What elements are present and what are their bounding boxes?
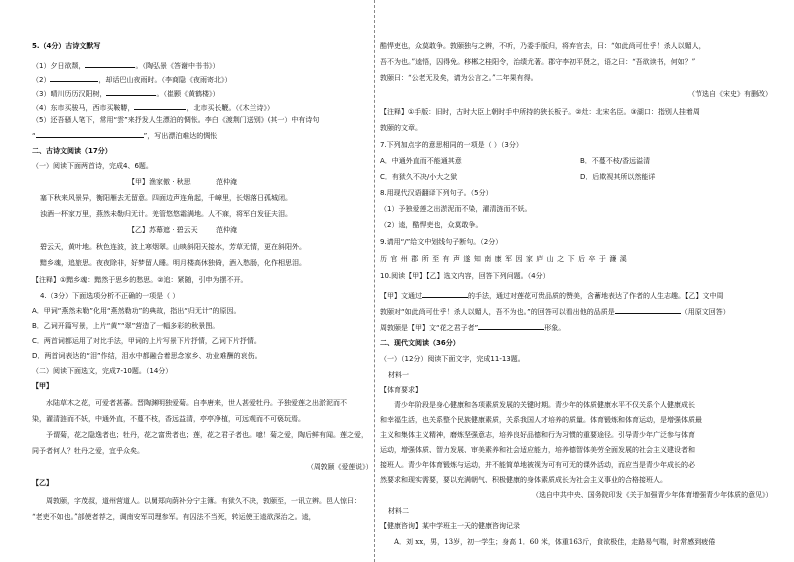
yi-source: （节选自《宋史》有删改） xyxy=(688,90,772,98)
jia-source: （周敦颐《爱莲说》） xyxy=(306,463,372,471)
note-1: 【注释】①黯乡魂：黯然于思乡的愁思。②追：紧随，引申为摆不开。 xyxy=(32,276,248,284)
material-2-line-1: A．刘 xx，男，13岁，初一学生；身高 1．60 米，体重163斤，食欲极佳，走路易气喘，时常感到疲倦 xyxy=(394,538,716,546)
poem-a-title: 【甲】渔家傲 · 秋思 xyxy=(128,178,191,186)
poem-a-line-1: 塞下秋来风景异，衡阳雁去无留意。四面边声连角起，千嶂里，长烟落日孤城闭。 xyxy=(40,194,292,202)
q9-title: 9.请用“/”给文中划线句子断句。（2分） xyxy=(380,238,503,246)
left-column xyxy=(32,0,372,562)
right-column xyxy=(380,0,772,562)
q5-item-5-answer: “ ”，写出漂泊难达的惆怅 xyxy=(32,132,218,140)
material-1-line-3: 主义和集体主义精神，磨炼坚强意志，培养良好品德和行为习惯的重要途径。引导青少年广泛参与体育 xyxy=(380,431,695,439)
q10-line-1: 【甲】文通过 的手法，通过对莲花可贵品质的赞美，含蓄地表达了作者的人生志趣。【乙】文中周 xyxy=(380,292,724,300)
jia-line-1: 水陆草木之花，可爱者甚蕃。晋陶渊明独爱菊。自李唐来，世人甚爱牡丹。予独爱莲之出淤泥而不 xyxy=(46,399,347,407)
answer-blank[interactable] xyxy=(85,60,135,68)
material-1-line-5: 接班人。青少年体育锻炼与运动，并不能简单地被视为可有可无的课外活动，而应当是青少年成长的必 xyxy=(380,461,695,469)
yi-line-3: 酷悍吏也，众莫敢争。敦颐独与之辨，不听，乃委手版归，将弃官去，曰：“如此尚可仕乎！杀人以媚人， xyxy=(380,42,706,50)
answer-blank[interactable] xyxy=(106,88,156,96)
q10-line-3: 周敦颐是【甲】文“花之君子者” 形象。 xyxy=(380,324,566,332)
q8-item-2: （2）逵，酷悍吏也，众莫敢争。 xyxy=(380,221,483,229)
note-2-line-2: 敦颐的文章。 xyxy=(380,124,422,132)
q5-item-5: （5）还吾骚人笔下，常用“雲”来抒发人生漂泊的惆怅。李白《渡荆门送别》(其一）中有诗句 xyxy=(32,116,320,124)
material-2-label: 材料二 xyxy=(388,507,409,515)
q9-sentence[interactable]: 历 官 州 郡 所 至 有 声 遂 知 南 康 军 因 家 庐 山 之 下 后 卒 于 濂 溪 xyxy=(380,255,628,263)
section-3-title: 二、现代文阅读（36分） xyxy=(380,339,460,347)
passage-yi-label: 【乙】 xyxy=(32,479,53,487)
poem-b-author: 范仲淹 xyxy=(216,226,237,234)
q8-title: 8.用现代汉语翻译下列句子。（5分） xyxy=(380,189,493,197)
yi-line-4: 吾不为也。”逵悟，囚得免。移郴之桂阳令，治绩尤著。郡守李初平贤之，语之曰：“吾欲读书，何如？” xyxy=(380,58,696,66)
column-divider xyxy=(374,0,375,562)
material-2-heading: 【健康咨询】某中学班主一天的健康咨询记录 xyxy=(380,522,520,530)
section-2-sub-1: （一）阅读下面两首诗，完成4、6题。 xyxy=(32,162,153,170)
material-1-label: 材料一 xyxy=(388,371,409,379)
yi-line-1: 周敦颐，字茂叔，道州营道人。以舅郑向荫补分宁主簿。有狱久不决，敦颐至，一讯立辨。邑人惊曰： xyxy=(46,497,361,505)
material-1-line-2: 和幸福生活，也关系整个民族健康素质，关系我国人才培养的质量。体育锻炼和体育运动，是增强体质最 xyxy=(380,416,702,424)
q4-option-a[interactable]: A．甲词“燕然未勒”化用“燕然勒功”的典故，指出“归无计”的原因。 xyxy=(32,307,241,315)
q10-line-2: 敦颐对“如此尚可仕乎！杀人以媚人，吾不为也。”的回答可以看出他的品质是 （用原文回答） xyxy=(380,308,730,316)
poem-a-line-2: 浊酒一杯家万里，燕然未勒归无计。羌管悠悠霜满地。人不寐，将军白发征夫泪。 xyxy=(40,210,292,218)
q4-option-b[interactable]: B．乙词开篇写景，上片“黄”“翠”营造了一幅多彩的秋景图。 xyxy=(32,322,220,330)
passage-jia-label: 【甲】 xyxy=(32,382,53,390)
q5-item-4: （4）东市买骏马，西市买鞍鞯， ，北市买长鞭。（《木兰诗》） xyxy=(32,104,274,112)
q7-option-a[interactable]: A．中通外直而不能通其意 xyxy=(380,157,462,165)
q7-option-d[interactable]: D．后欺视其所以然能详 xyxy=(580,173,656,181)
q4-option-d[interactable]: D．两首词表达的“泪”作结，泪水中都融合着思念家乡、功业难酬的哀伤。 xyxy=(32,352,262,360)
material-1-line-4: 运动，增强体质、智力发展、审美素养和社会适应能力，培养德智体美劳全面发展的社会主义建设者和 xyxy=(380,446,695,454)
material-1-line-6: 然要求和现实需要，要以充满朝气、积极健康的身体素质成长为社会主义事业的合格接班人。 xyxy=(380,476,667,484)
q4-option-c[interactable]: C．两首词都运用了对比手法，甲词的上片写景下片抒情，乙词下片抒情。 xyxy=(32,337,261,345)
q5-title: 5.（4分）古诗文默写 xyxy=(32,42,101,50)
material-1-source: （选自中共中央、国务院印发《关于加强青少年体育增强青少年体质的意见》） xyxy=(531,491,772,499)
answer-blank[interactable] xyxy=(478,322,544,330)
poem-b-title: 【乙】苏幕遮 · 碧云天 xyxy=(128,226,198,234)
section-3-sub-1: （一）（12分）阅读下面文字，完成11-13题。 xyxy=(380,355,525,363)
jia-line-3: 予谓菊，花之隐逸者也；牡丹，花之富贵者也；莲，花之君子者也。噫！菊之爱，陶后鲜有闻。莲之爱， xyxy=(46,431,368,439)
jia-line-2: 染，濯清涟而不妖，中通外直，不蔓不枝，香远益清，亭亭净植，可远观而不可亵玩焉。 xyxy=(32,415,305,423)
yi-line-2: “老吏不如也。”部使者荐之，调南安军司理参军。有囚法不当死，转运使王逵欲深治之。逵， xyxy=(32,513,316,521)
material-1-heading: 【体育要求】 xyxy=(380,386,422,394)
q8-item-1: （1）予独爱莲之出淤泥而不染，濯清涟而不妖。 xyxy=(380,205,532,213)
q7-title: 7.下列加点字的意思相同的一项是（ ）（3分） xyxy=(380,141,523,149)
jia-line-4: 同予者何人？牡丹之爱，宜乎众矣。 xyxy=(32,447,144,455)
q4-title: 4.（3分）下面选项分析不正确的一项是（ ） xyxy=(40,292,180,300)
poem-b-line-1: 碧云天，黄叶地。秋色连波，波上寒烟翠。山映斜阳天接水，芳草无情，更在斜阳外。 xyxy=(40,243,306,251)
note-2-line-1: 【注释】①手版：旧时，古时大臣上朝时手中所持的狭长板子。②灶：北宋名臣。③湖口：指别人挂着周 xyxy=(380,108,700,116)
answer-blank[interactable] xyxy=(36,130,144,138)
yi-line-5: 敦颐曰：“公老无及矣，请为公言之。”二年果有得。 xyxy=(380,74,538,82)
section-2-title: 二、古诗文阅读（17分） xyxy=(32,147,112,155)
poem-b-line-2: 黯乡魂，追旅思。夜夜除非，好梦留人睡。明月楼高休独倚，酒入愁肠，化作相思泪。 xyxy=(40,259,306,267)
answer-blank[interactable] xyxy=(422,290,468,298)
q5-item-1: （1）夕日欲颓， 。（陶弘景《答谢中书书》） xyxy=(32,62,220,70)
q7-option-b[interactable]: B．不蔓不枝/香远溢清 xyxy=(580,157,651,165)
answer-blank[interactable] xyxy=(50,74,98,82)
poem-a-author: 范仲淹 xyxy=(216,178,237,186)
answer-blank[interactable] xyxy=(615,306,681,314)
q5-item-3: （3）晴川历历汉阳树， 。（崔颢《黄鹤楼》） xyxy=(32,90,220,98)
material-1-line-1: 青少年阶段是身心健康和各项素质发展的关键时期。青少年的体质健康水平不仅关系个人健康成长 xyxy=(394,401,695,409)
q5-item-2: （2） ，却话巴山夜雨时。（李商隐《夜雨寄北》） xyxy=(32,76,232,84)
q7-option-c[interactable]: C．有狱久不决/小大之狱 xyxy=(380,173,458,181)
q10-title: 10.阅读【甲】【乙】选文内容，回答下列问题。（4分） xyxy=(380,272,550,280)
section-2-sub-2: （二）阅读下面选文，完成7-10题。（14分） xyxy=(32,367,173,375)
answer-blank[interactable] xyxy=(134,102,186,110)
